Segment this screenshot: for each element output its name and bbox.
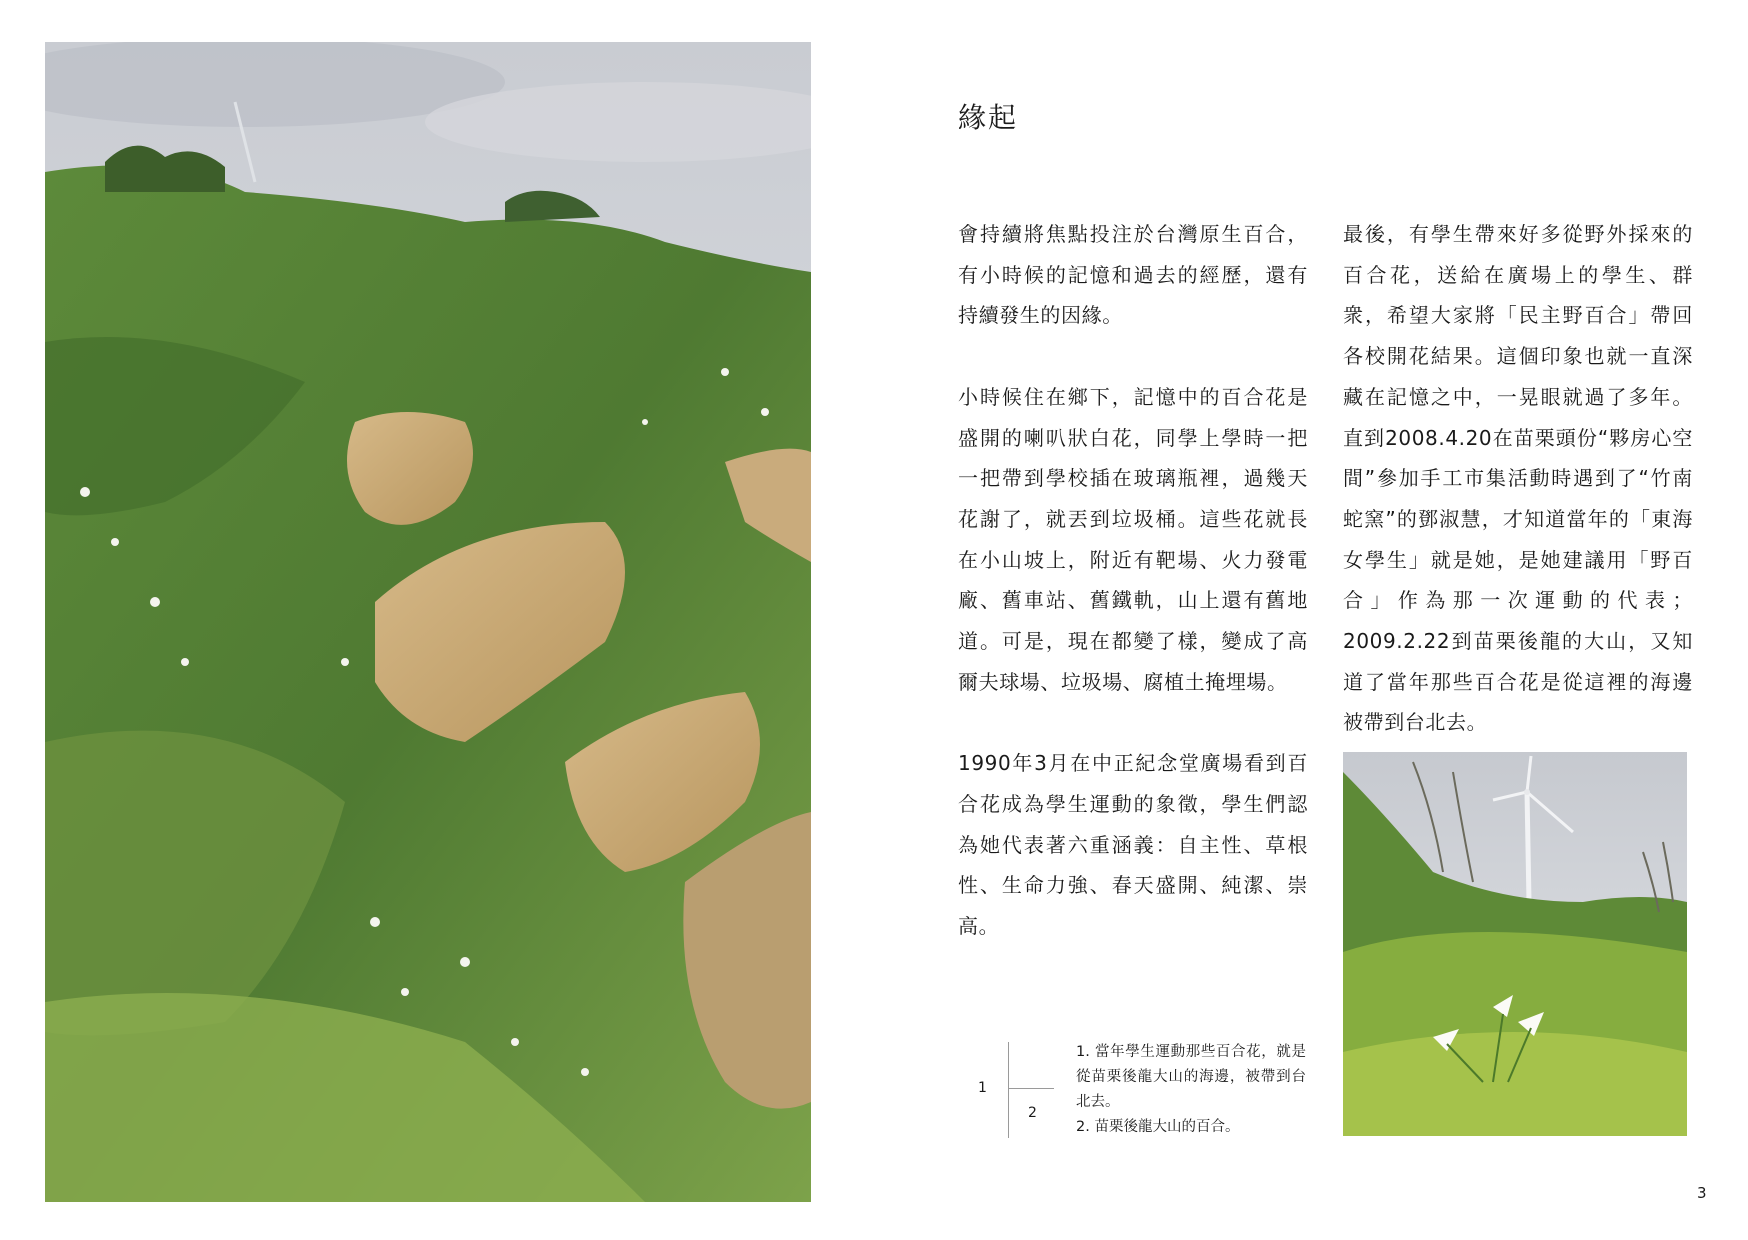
body-text-left-column — [958, 214, 1308, 947]
lilies-and-wind-turbine-photo — [1343, 752, 1687, 1136]
paragraph: 會持續將焦點投注於台灣原生百合，有小時候的記憶和過去的經歷，還有持續發生的因緣。 — [958, 222, 1308, 328]
paragraph: 最後，有學生帶來好多從野外採來的百合花，送給在廣場上的學生、群衆，希望大家將「民主野百合」帶回各校開花結果。這個印象也就一直深藏在記憶之中，一晃眼就過了多年。直到2008.4.20在苗栗頭份“夥房心空間”參加手工市集活動時遇到了“竹南蛇窯”的鄧淑慧，才知道當年的「東海女學生」就是她，是她建議用「野百合」作為那一次運動的代表；2009.2.22到苗栗後龍的大山，又知道了當年那些百合花是從這裡的海邊被帶到台北去。 — [1343, 222, 1693, 735]
paragraph: 小時候住在鄉下，記憶中的百合花是盛開的喇叭狀白花，同學上學時一把一把帶到學校插在玻璃瓶裡，過幾天花謝了，就丟到垃圾桶。這些花就長在小山坡上，附近有靶場、火力發電廠、舊車站、舊鐵軌，山上還有舊地道。可是，現在都變了樣，變成了高爾夫球場、垃圾場、腐植土掩埋場。 — [958, 384, 1308, 694]
caption-divider-vertical — [1008, 1042, 1009, 1138]
body-text-right-column — [1343, 214, 1693, 743]
caption-divider-horizontal — [1008, 1088, 1054, 1089]
caption-item-1: 1. 當年學生運動那些百合花，就是從苗栗後龍大山的海邊，被帶到台北去。 — [1076, 1044, 1306, 1110]
photo-caption — [1076, 1040, 1306, 1140]
paragraph: 1990年3月在中正紀念堂廣場看到百合花成為學生運動的象徵，學生們認為她代表著六重涵義：自主性、草根性、生命力強、春天盛開、純潔、崇高。 — [958, 751, 1308, 938]
page-number: 3 — [1697, 1184, 1707, 1202]
caption-number-2: 2 — [1028, 1105, 1037, 1121]
caption-layout-diagram — [974, 1042, 1054, 1138]
page-title: 緣起 — [958, 101, 1019, 134]
cliff-with-lilies-photo — [45, 42, 811, 1202]
caption-item-2: 2. 苗栗後龍大山的百合。 — [1076, 1119, 1240, 1135]
caption-number-1: 1 — [978, 1080, 987, 1096]
